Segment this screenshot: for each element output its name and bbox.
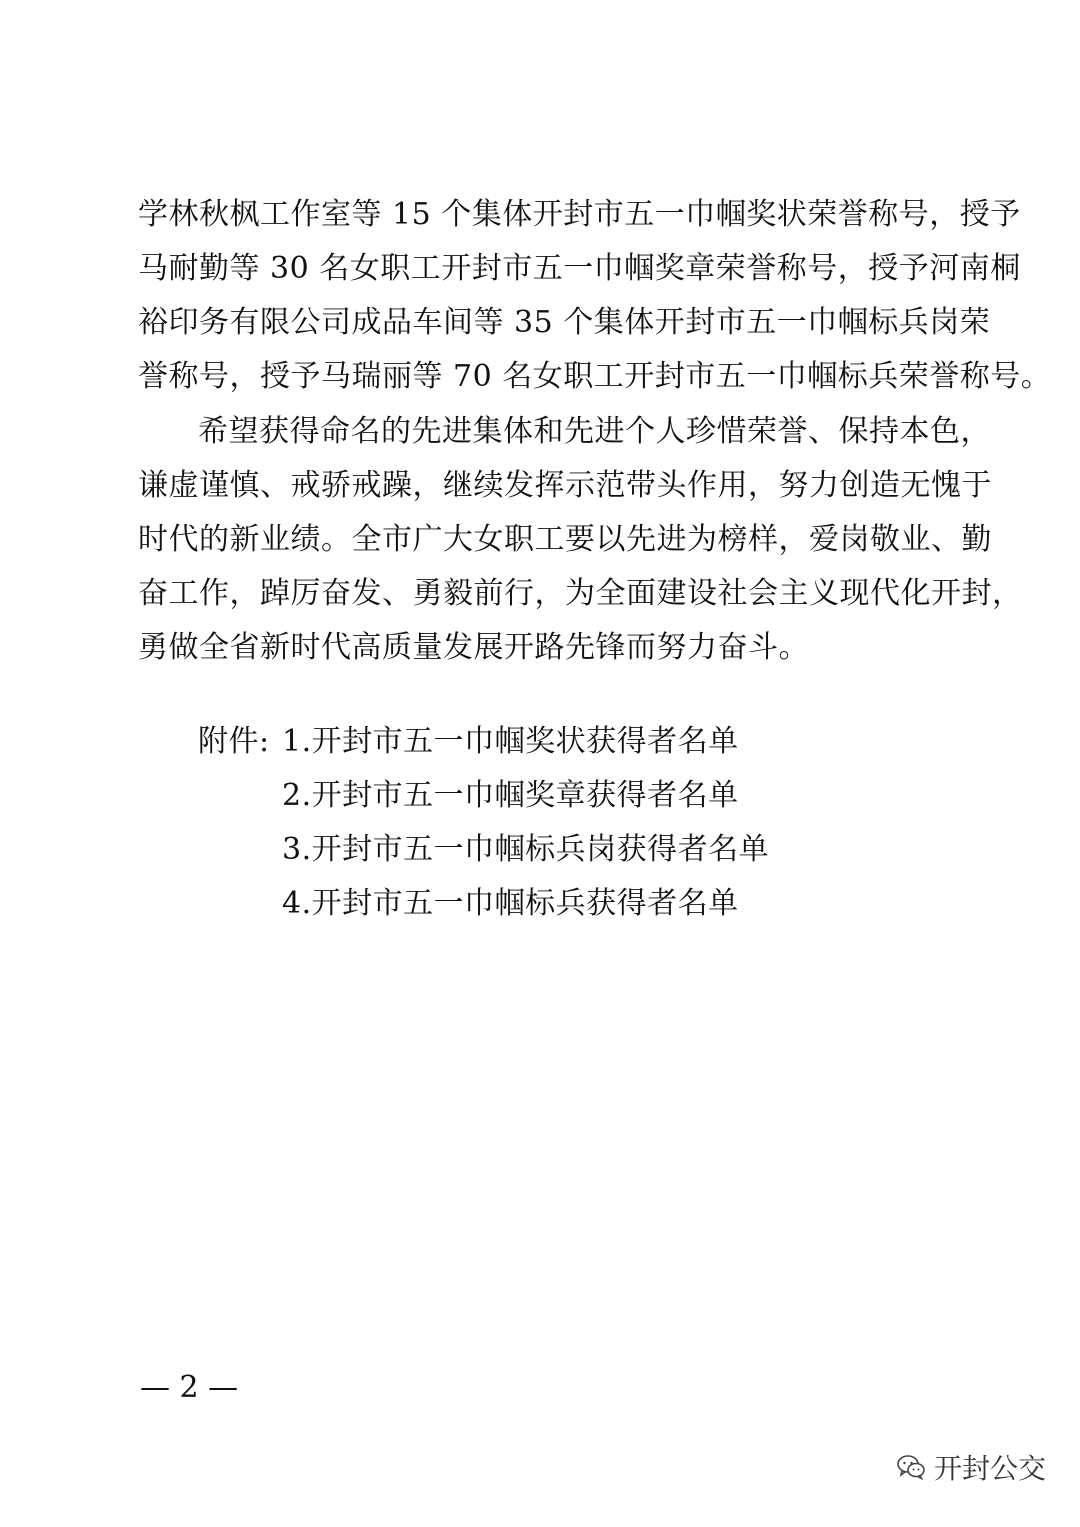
attachment-item <box>198 769 769 823</box>
paragraph-line: 裕印务有限公司成品车间等 35 个集体开封市五一巾帼标兵岗荣 <box>138 305 991 340</box>
paragraph-line: 誉称号，授予马瑞丽等 70 名女职工开封市五一巾帼标兵荣誉称号。 <box>138 359 1052 394</box>
wechat-icon <box>896 1454 926 1480</box>
watermark <box>896 1447 1046 1487</box>
page-number: — 2 — <box>140 1370 239 1405</box>
attachments-list <box>198 715 769 931</box>
paragraph-1 <box>138 188 1052 404</box>
paragraph-2 <box>138 405 1023 675</box>
attachment-indent <box>198 823 282 877</box>
paragraph-line: 谦虚谨慎、戒骄戒躁，继续发挥示范带头作用，努力创造无愧于 <box>138 468 992 503</box>
attachment-item <box>198 715 769 769</box>
watermark-text: 开封公交 <box>933 1452 1046 1485</box>
paragraph-line: 时代的新业绩。全市广大女职工要以先进为榜样，爱岗敬业、勤 <box>138 522 992 557</box>
paragraph-line: 学林秋枫工作室等 15 个集体开封市五一巾帼奖状荣誉称号，授予 <box>138 197 1021 232</box>
paragraph-line: 希望获得命名的先进集体和先进个人珍惜荣誉、保持本色， <box>198 414 991 449</box>
paragraph-line: 马耐勤等 30 名女职工开封市五一巾帼奖章荣誉称号，授予河南桐 <box>138 251 1021 286</box>
paragraph-line: 勇做全省新时代高质量发展开路先锋而努力奋斗。 <box>138 630 809 665</box>
attachment-item-text: 3.开封市五一巾帼标兵岗获得者名单 <box>282 832 770 867</box>
attachment-item <box>198 823 769 877</box>
attachment-item <box>198 877 769 931</box>
attachment-indent <box>198 769 282 823</box>
paragraph-line: 奋工作，踔厉奋发、勇毅前行，为全面建设社会主义现代化开封， <box>138 576 1023 611</box>
attachments-label: 附件: <box>198 724 270 759</box>
attachment-indent <box>198 877 282 931</box>
attachment-item-text: 4.开封市五一巾帼标兵获得者名单 <box>282 886 739 921</box>
attachment-item-text: 1.开封市五一巾帼奖状获得者名单 <box>282 724 739 759</box>
attachment-item-text: 2.开封市五一巾帼奖章获得者名单 <box>282 778 739 813</box>
